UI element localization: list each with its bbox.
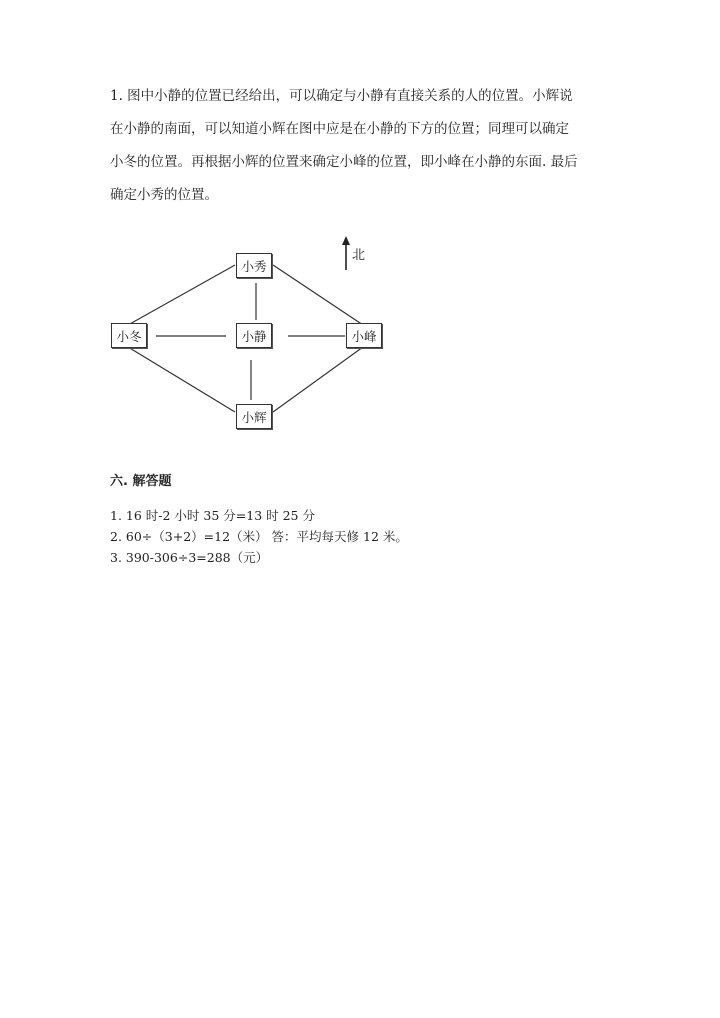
node-xiaohui: 小辉 <box>236 404 272 429</box>
connector-line <box>128 347 235 412</box>
paragraph-line: 确定小秀的位置。 <box>110 187 218 203</box>
node-xiaoxiu: 小秀 <box>236 253 272 278</box>
north-arrowhead-icon <box>342 236 350 245</box>
position-diagram <box>100 230 400 440</box>
node-xiaofeng: 小峰 <box>346 323 382 348</box>
answer-item: 3. 390-306÷3=288（元） <box>110 550 269 565</box>
connector-line <box>273 347 363 412</box>
paragraph-line: 1. 图中小静的位置已经给出，可以确定与小静有直接关系的人的位置。小辉说 <box>110 88 573 104</box>
answer-item: 2. 60÷（3+2）=12（米） 答：平均每天修 12 米。 <box>110 529 408 544</box>
section-title: 六. 解答题 <box>110 474 172 489</box>
node-xiaojing: 小静 <box>236 323 272 348</box>
connector-line <box>128 265 235 325</box>
answer-item: 1. 16 时-2 小时 35 分=13 时 25 分 <box>110 508 315 523</box>
paragraph-line: 在小静的南面，可以知道小辉在图中应是在小静的下方的位置；同理可以确定 <box>110 121 569 137</box>
north-label: 北 <box>352 248 366 263</box>
answer-list <box>110 505 408 568</box>
explanation-paragraph <box>110 80 610 212</box>
connector-line <box>273 265 363 325</box>
paragraph-line: 小冬的位置。再根据小辉的位置来确定小峰的位置，即小峰在小静的东面. 最后 <box>110 154 578 170</box>
node-xiaodong: 小冬 <box>111 323 147 348</box>
